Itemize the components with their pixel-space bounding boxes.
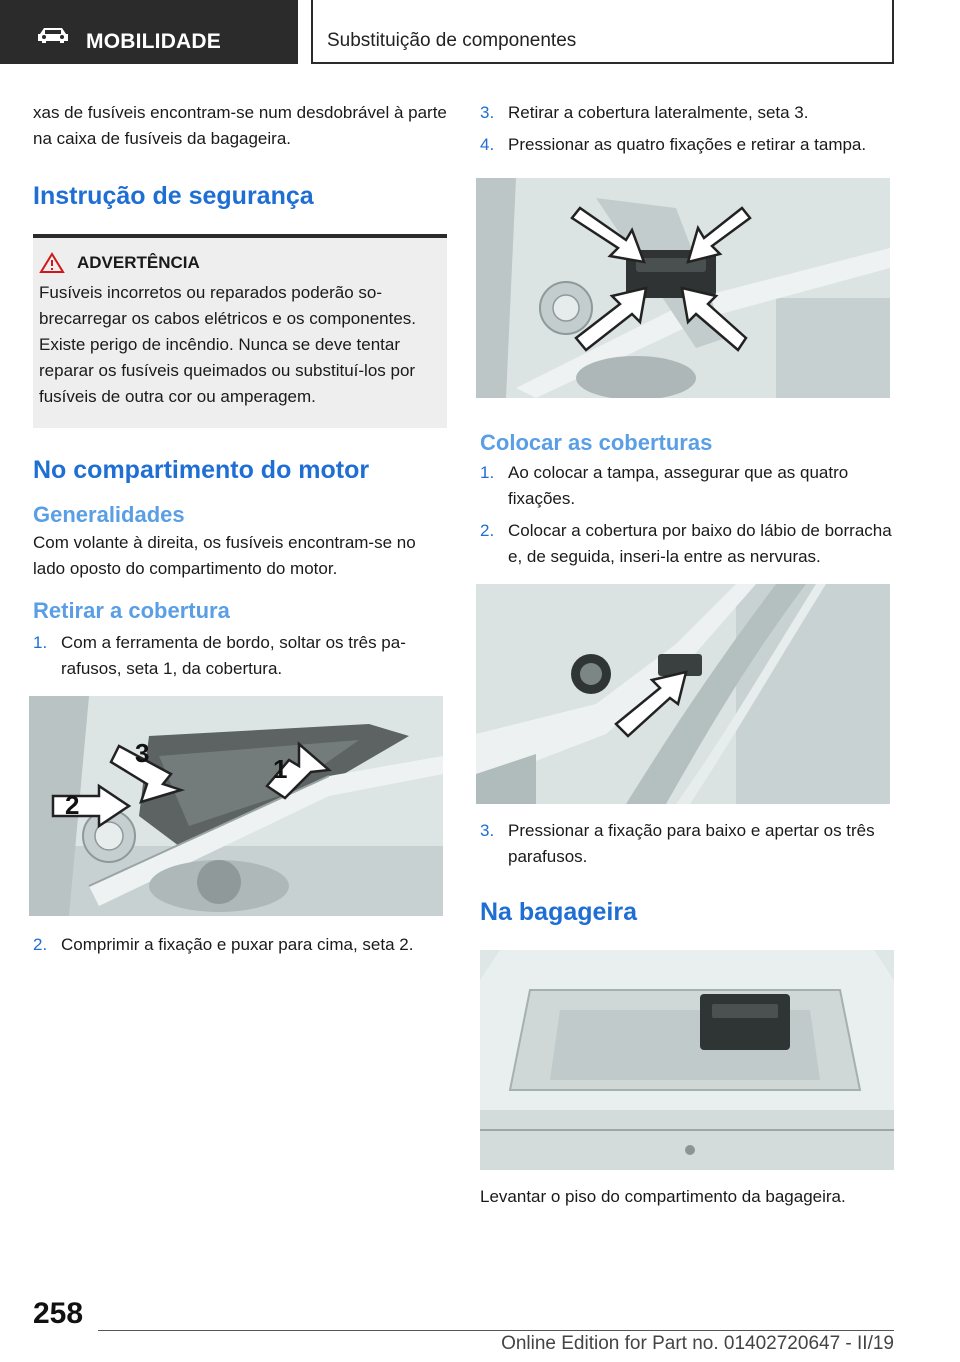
cover-clips-figure <box>476 178 890 398</box>
trunk-figure <box>480 950 894 1170</box>
step-text: Pressionar as quatro fixações e retirar a tampa. <box>508 135 867 154</box>
safety-heading: Instrução de segurança <box>33 182 314 210</box>
list-item <box>33 630 447 682</box>
edition-text: Online Edition for Part no. 01402720647 - II/19 <box>501 1333 894 1354</box>
step-text: Pressionar a fixação para baixo e apertar os três parafusos. <box>508 821 875 866</box>
section-tab <box>0 0 298 64</box>
warning-triangle-icon <box>39 252 65 274</box>
remove-steps <box>33 630 447 682</box>
right-column <box>480 100 894 1210</box>
step-number: 3. <box>480 103 495 122</box>
car-icon <box>36 26 70 44</box>
place-heading: Colocar as coberturas <box>480 430 713 455</box>
general-text: Com volante à direita, os fusíveis encontram-se no lado oposto do compartimento do motor. <box>33 533 416 578</box>
step-number: 1. <box>480 463 495 482</box>
list-item <box>480 100 894 126</box>
step-text: Com a ferramenta de bordo, soltar os três parafusos, seta 1, da cobertura. <box>61 633 406 678</box>
warning-title: ADVERTÊNCIA <box>77 253 200 272</box>
step-number: 2. <box>480 521 495 540</box>
chapter-tab <box>311 0 894 64</box>
step-text: Retirar a cobertura lateralmente, seta 3. <box>508 103 809 122</box>
list-item <box>480 460 894 512</box>
list-item <box>480 818 894 870</box>
general-heading: Generalidades <box>33 502 185 527</box>
left-column <box>33 100 447 958</box>
warning-title-row <box>39 252 439 274</box>
place-steps <box>480 460 894 570</box>
step-text: Comprimir a fixação e puxar para cima, seta 2. <box>61 935 414 954</box>
figure-label-2: 2 <box>65 790 80 820</box>
step-number: 2. <box>33 935 48 954</box>
list-item <box>480 132 894 158</box>
engine-cover-figure <box>29 696 443 916</box>
step-number: 1. <box>33 633 48 652</box>
chapter-title: Substituição de componentes <box>327 30 577 51</box>
step-number: 4. <box>480 135 495 154</box>
section-title: MOBILIDADE <box>86 30 221 53</box>
step-text: Colocar a cobertura por baixo do lábio de borracha e, de seguida, inseri-la entre as nervuras. <box>508 521 892 566</box>
page-number: 258 <box>33 1297 84 1330</box>
figure-label-1: 1 <box>273 754 288 784</box>
list-item <box>480 518 894 570</box>
list-item <box>33 932 447 958</box>
warning-text: Fusíveis incorretos ou reparados poderão sobrecarregar os cabos elétricos e os componentes. Existe perigo de incêndio. Nunca se deve tentar reparar os fusíveis queimados ou substituí-los por fusíveis de outra cor ou amperagem. <box>39 283 417 406</box>
rubber-lip-figure <box>476 584 890 804</box>
step-number: 3. <box>480 821 495 840</box>
footer-divider <box>98 1330 894 1331</box>
remove-steps-continued <box>33 932 447 958</box>
trunk-caption: Levantar o piso do compartimento da bagageira. <box>480 1187 846 1206</box>
trunk-heading: Na bagageira <box>480 898 638 926</box>
warning-box <box>33 234 447 428</box>
remove-heading: Retirar a cobertura <box>33 598 230 623</box>
intro-text: xas de fusíveis encontram-se num desdobrável à parte na caixa de fusíveis da bagageira. <box>33 103 447 148</box>
remove-steps-right <box>480 100 894 158</box>
figure-label-3: 3 <box>135 738 150 768</box>
engine-heading: No compartimento do motor <box>33 456 370 484</box>
place-steps-continued <box>480 818 894 870</box>
step-text: Ao colocar a tampa, assegurar que as quatro fixações. <box>508 463 849 508</box>
